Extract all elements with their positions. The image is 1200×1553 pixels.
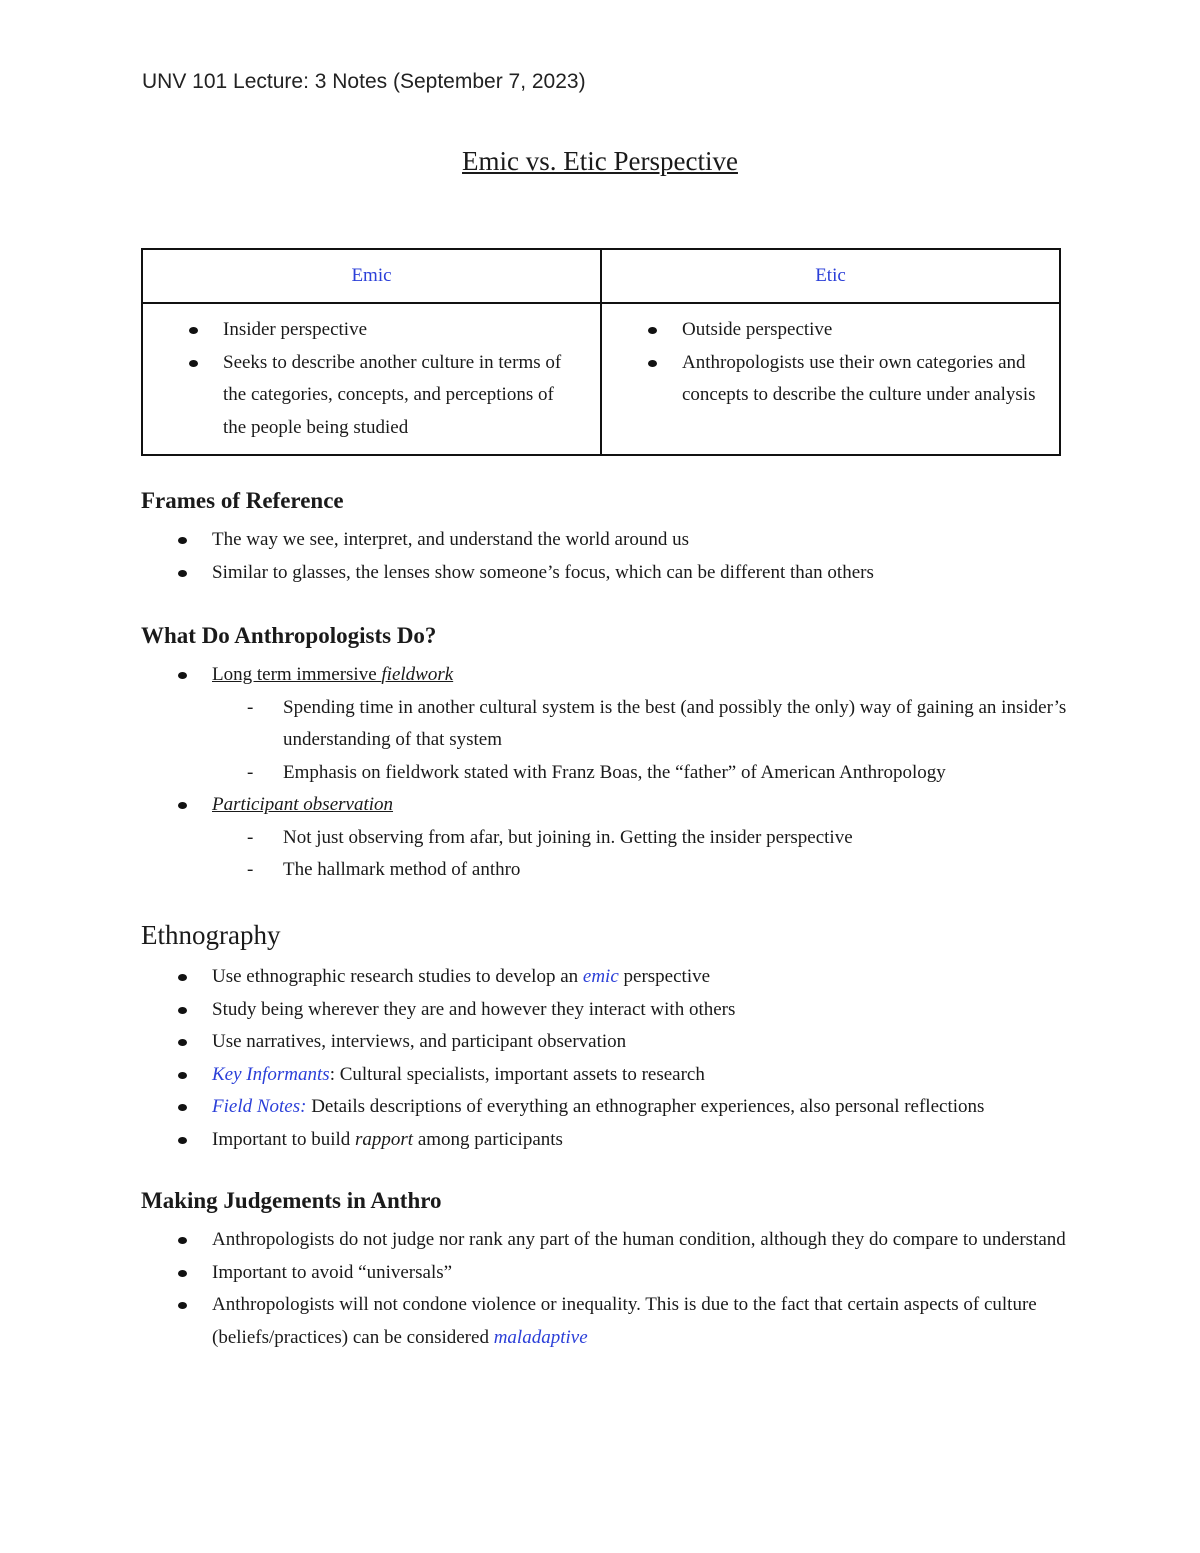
text: Details descriptions of everything an ethnographer experiences, also personal reflections: [306, 1096, 985, 1117]
rapport-term: rapport: [355, 1128, 414, 1150]
list-item: [141, 1091, 1081, 1124]
section-heading: Making Judgements in Anthro: [141, 1188, 442, 1213]
text: Important to build: [212, 1128, 356, 1150]
sub-item: - Spending time in another cultural system is the best (and possibly the only) way of gaining an insider’s understanding of that system: [141, 692, 1081, 757]
frames-section: [141, 488, 1081, 589]
emic-heading: Emic: [142, 249, 601, 303]
section-heading: Ethnography: [141, 920, 281, 950]
list-item: [141, 1289, 1081, 1354]
sub-item: - Not just observing from afar, but joining in. Getting the insider perspective: [141, 822, 1081, 855]
text: Use ethnographic research studies to develop an: [212, 966, 583, 987]
text: perspective: [618, 966, 711, 987]
list-item: Seeks to describe another culture in terms of the categories, concepts, and perceptions of the people being studied: [143, 347, 578, 445]
list-item: Anthropologists do not judge nor rank any part of the human condition, although they do compare to understand: [141, 1224, 1081, 1257]
judgements-section: [141, 1188, 1081, 1354]
emic-etic-table: [141, 248, 1061, 456]
list-item: The way we see, interpret, and understand the world around us: [141, 524, 1081, 557]
field-notes-term: Field Notes:: [212, 1096, 307, 1117]
list-item: Use narratives, interviews, and participant observation: [141, 1026, 1081, 1059]
list-item: [141, 961, 1081, 994]
list-item: Study being wherever they are and however they interact with others: [141, 994, 1081, 1027]
emic-term: emic: [582, 966, 619, 987]
ethnography-section: [141, 920, 1081, 1156]
section-heading: Frames of Reference: [141, 488, 344, 513]
page-title: Emic vs. Etic Perspective: [462, 146, 738, 176]
sub-item: - The hallmark method of anthro: [141, 854, 1081, 887]
list-item: [141, 1059, 1081, 1092]
fieldwork-label: [212, 664, 453, 685]
etic-heading: Etic: [601, 249, 1060, 303]
text: Anthropologists will not condone violence or inequality. This is due to the fact that certain aspects of culture (beliefs/practices) can be considered: [212, 1294, 1037, 1348]
list-item: Outside perspective: [602, 314, 1037, 347]
emic-cell: [142, 303, 601, 455]
list-item: Similar to glasses, the lenses show someone’s focus, which can be different than others: [141, 557, 1081, 590]
etic-cell: [601, 303, 1060, 455]
list-item: [141, 789, 1081, 887]
maladaptive-term: maladaptive: [493, 1326, 588, 1348]
document-header: UNV 101 Lecture: 3 Notes (September 7, 2023): [142, 70, 586, 93]
key-informants-term: Key Informants: [212, 1063, 330, 1085]
anthro-section: [141, 623, 1081, 887]
list-item: Anthropologists use their own categories and concepts to describe the culture under analysis: [602, 347, 1037, 412]
sub-item: - Emphasis on fieldwork stated with Franz Boas, the “father” of American Anthropology: [141, 757, 1081, 790]
list-item: [141, 659, 1081, 789]
table-body-row: [142, 303, 1060, 455]
fieldwork-term: fieldwork: [381, 664, 454, 685]
text: among participants: [413, 1128, 563, 1150]
section-heading: What Do Anthropologists Do?: [141, 623, 437, 648]
list-item: Insider perspective: [143, 314, 578, 347]
table-header-row: [142, 249, 1060, 303]
participant-observation-term: Participant observation: [212, 794, 394, 815]
list-item: Important to avoid “universals”: [141, 1257, 1081, 1290]
fieldwork-prefix: Long term immersive: [212, 664, 382, 685]
text: : Cultural specialists, important assets to research: [329, 1063, 705, 1085]
list-item: [141, 1124, 1081, 1157]
